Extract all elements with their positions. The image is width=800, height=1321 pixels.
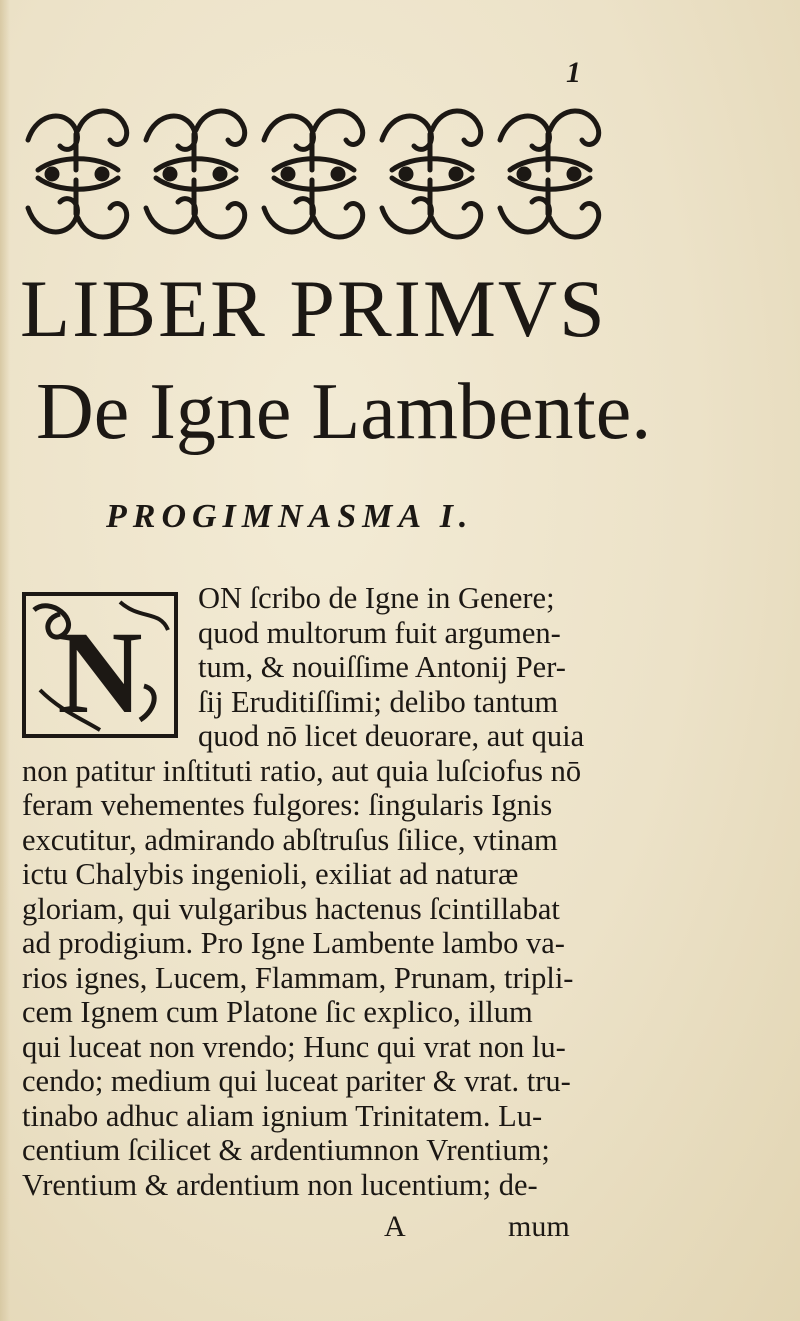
text-line: cem Ignem cum Platone ſic explico, illum bbox=[22, 995, 533, 1029]
decorative-headpiece-ornament bbox=[18, 100, 608, 248]
text-line: ſij Eruditiſſimi; delibo tantum bbox=[198, 685, 559, 719]
catchword: mum bbox=[508, 1210, 570, 1243]
drop-cap-letter: N bbox=[57, 607, 143, 738]
text-line: ictu Chalybis ingenioli, exiliat ad naturæ bbox=[22, 857, 519, 891]
text-line: excutitur, admirando abſtruſus ſilice, vtinam bbox=[22, 823, 558, 857]
section-heading: PROGIMNASMA I. bbox=[106, 498, 474, 535]
text-line: gloriam, qui vulgaribus hactenus ſcintillabat bbox=[22, 892, 560, 926]
text-line: quod multorum fuit argumen- bbox=[198, 616, 561, 650]
book-title: LIBER PRIMVS bbox=[20, 263, 607, 354]
book-subtitle: De Igne Lambente. bbox=[36, 368, 652, 456]
text-line: cendo; medium qui luceat pariter & vrat. tru- bbox=[22, 1064, 571, 1098]
text-line: non patitur inſtituti ratio, aut quia luſciofus nō bbox=[22, 754, 582, 788]
text-line: centium ſcilicet & ardentiumnon Vrentium; bbox=[22, 1133, 550, 1167]
text-line: ad prodigium. Pro Igne Lambente lambo va- bbox=[22, 926, 565, 960]
text-line: Vrentium & ardentium non lucentium; de- bbox=[22, 1168, 538, 1202]
text-line: ON ſcribo de Igne in Genere; bbox=[198, 581, 555, 615]
page-gutter-shadow bbox=[0, 0, 10, 1321]
text-line: qui luceat non vrendo; Hunc qui vrat non lu- bbox=[22, 1030, 566, 1064]
signature-mark: A bbox=[384, 1210, 406, 1243]
decorated-initial bbox=[20, 590, 180, 740]
page-number: 1 bbox=[566, 56, 581, 89]
text-line: rios ignes, Lucem, Flammam, Prunam, tripli- bbox=[22, 961, 574, 995]
text-line: quod nō licet deuorare, aut quia bbox=[198, 719, 585, 753]
text-line: feram vehementes fulgores: ſingularis Ignis bbox=[22, 788, 553, 822]
text-line: tum, & nouiſſime Antonij Per- bbox=[198, 650, 566, 684]
text-line: tinabo adhuc aliam ignium Trinitatem. Lu- bbox=[22, 1099, 543, 1133]
